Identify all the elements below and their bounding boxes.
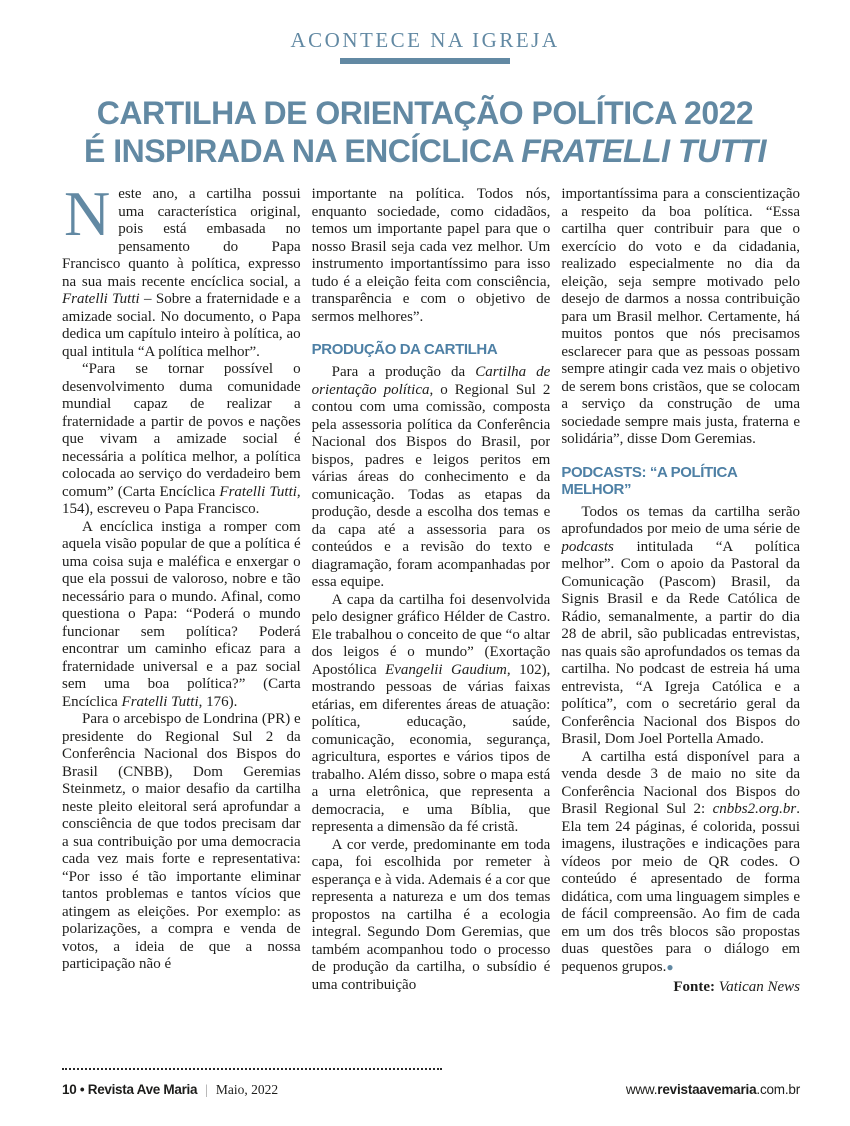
footer-dotted-rule [62, 1068, 442, 1070]
article-title-line2: É INSPIRADA NA ENCÍCLICA FRATELLI TUTTI [83, 133, 767, 169]
footer-row [0, 1068, 850, 1098]
article-paragraph: A encíclica instiga a romper com aquela visão popular de que a política é uma coisa suja e maléfica e enxergar o que ela possui de valoroso, nobre e tão necessário para o mundo. Afinal, como questiona o Papa: “Poderá o mundo funcionar sem política? Poderá encontrar um caminho eficaz para a fraternidade universal e a paz social sem uma boa política?” (Carta Encíclica Fratelli Tutti, 176). [62, 518, 301, 710]
footer-issue-date: Maio, 2022 [215, 1082, 279, 1097]
article-paragraph: A capa da cartilha foi desenvolvida pelo designer gráfico Hélder de Castro. Ele trabalhou o conceito de que “o altar dos leigos é o mundo” (Exortação Apostólica Evangelii Gaudium, 102), mostrando pessoas de várias faixas etárias, em diferentes áreas de atuação: política, educação, saúde, comunicação, economia, segurança, agricultura, esportes e vários tipos de trabalho. Além disso, sobre o mapa está a urna eletrônica, que representa a democracia, e uma Bíblia, que representa a dimensão da fé cristã. [311, 591, 551, 835]
article-paragraph: A cartilha está disponível para a venda desde 3 de maio no site da Conferência Nacional dos Bispos do Brasil Regional Sul 2: cnbbs2.org.br. Ela tem 24 páginas, é colorida, possui imagens, ilustrações e indicações para vídeos por meio de QR codes. O conteúdo é apresentado de forma didática, com uma linguagem simples e de fácil compreensão. Ao fim de cada em um dos três blocos são propostas duas questões para o diálogo em pequenos grupos.● [561, 748, 801, 975]
column-3 [561, 186, 800, 1031]
article-paragraph: Para o arcebispo de Londrina (PR) e presidente do Regional Sul 2 da Conferência Nacional dos Bispos do Brasil (CNBB), Dom Geremias Steinmetz, o maior desafio da cartilha neste pleito eleitoral será aprofundar a consciência de que todos precisam dar a sua contribuição por uma democracia cada vez mais forte e representativa: “Por isso é tão importante eliminar tantos problemas e tantos vícios que atingem as eleições. Por exemplo: as polarizações, a compra e venda de votos, a ideia de que a nossa participação não é [62, 711, 301, 972]
drop-cap: N [64, 186, 111, 249]
section-divider-bar [340, 58, 510, 64]
article-paragraph: A cor verde, predominante em toda capa, foi escolhida por remeter à esperança e à vida. Ademais é a cor que representa a natureza e um dos temas propostos na cartilha é a ecologia integral. Segundo Dom Geremias, que também acompanhou todo o processo de produção da cartilha, o subsídio é uma contribuição [311, 836, 551, 993]
article-paragraph: “Para se tornar possível o desenvolvimento duma comunidade mundial capaz de realizar a fraternidade a partir de povos e nações que vivam a amizade social é necessária a política melhor, a política colocada ao serviço do verdadeiro bem comum” (Carta Encíclica Fratelli Tutti, 154), escreveu o Papa Francisco. [62, 361, 301, 517]
source-credit-line: Fonte: Vatican News [673, 979, 801, 995]
footer-magazine-name: 10 • Revista Ave Maria [62, 1082, 198, 1097]
footer-url-domain: revistaavemaria [657, 1082, 757, 1097]
footer-website-url [626, 1082, 800, 1097]
column-1 [62, 186, 301, 1031]
article-paragraph: Todos os temas da cartilha serão aprofundados por meio de uma série de podcasts intitulada “A política melhor”. Com o apoio da Pastoral da Comunicação (Pascom) Brasil, da Signis Brasil e da Rede Católica de Rádio, semanalmente, a partir do dia 28 de abril, são publicadas entrevistas, nas quais são aprofundados os temas da cartilha. No podcast de estreia há uma entrevista, “A Igreja Católica e a política”, com o secretário geral da Conferência Nacional dos Bispos do Brasil, Dom Joel Portella Amado. [561, 503, 801, 747]
column-2 [312, 186, 551, 1031]
article-title-line1: CARTILHA DE ORIENTAÇÃO POLÍTICA 2022 [96, 95, 754, 131]
section-subheading: PODCASTS: “A POLÍTICA MELHOR” [561, 463, 737, 498]
masthead [0, 0, 850, 64]
section-subheading: PRODUÇÃO DA CARTILHA [311, 341, 498, 358]
page-footer [0, 1068, 850, 1126]
footer-page-info [62, 1082, 278, 1098]
article-paragraph: Para a produção da Cartilha de orientação política, o Regional Sul 2 contou com uma comissão, composta pela assessoria política da Conferência Nacional dos Bispos do Brasil, por bispos, padres e leigos peritos em várias áreas do conhecimento e da comunicação. Todas as etapas da produção, desde a escolha dos temas e da capa até a assessoria para os conteúdos e a revisão do texto e diagramação, foram acompanhadas por essa equipe. [311, 364, 551, 590]
article-paragraph: importante na política. Todos nós, enquanto sociedade, como cidadãos, temos um importante papel para que o nosso Brasil seja cada vez melhor. Um instrumento importantíssimo para isso tudo é a eleição feita com consciência, transparência e com o objetivo de sermos melhores”. [311, 186, 551, 325]
end-of-article-dot: ● [666, 959, 674, 974]
article-paragraph: importantíssima para a conscientização a respeito da boa política. “Essa cartilha quer contribuir para que o exercício do voto e da cidadania, realizado especialmente no dia da eleição, seja sempre motivado pelo desejo de darmos a nossa contribuição para um Brasil melhor. Certamente, há muitos pontos que nós precisamos esclarecer para que as pessoas possam sempre atingir cada vez mais o objetivo de serem bons cristãos, que se colocam a serviço da construção de uma sociedade sempre mais justa, fraterna e solidária”, disse Dom Geremias. [561, 186, 801, 447]
article-title [55, 94, 795, 170]
section-label: ACONTECE NA IGREJA [290, 28, 560, 52]
article-body [0, 186, 850, 1031]
footer-url-suffix: .com.br [756, 1082, 800, 1097]
article-paragraph: Neste ano, a cartilha possui uma característica original, pois está embasada no pensamento do Papa Francisco quanto à política, expresso na sua mais recente encíclica social, a Fratelli Tutti – Sobre a fraternidade e a amizade social. No documento, o Papa dedica um capítulo inteiro à política, ao qual intitula “A política melhor”. [62, 186, 301, 360]
footer-url-prefix: www. [625, 1082, 658, 1097]
footer-divider: | [205, 1082, 208, 1097]
